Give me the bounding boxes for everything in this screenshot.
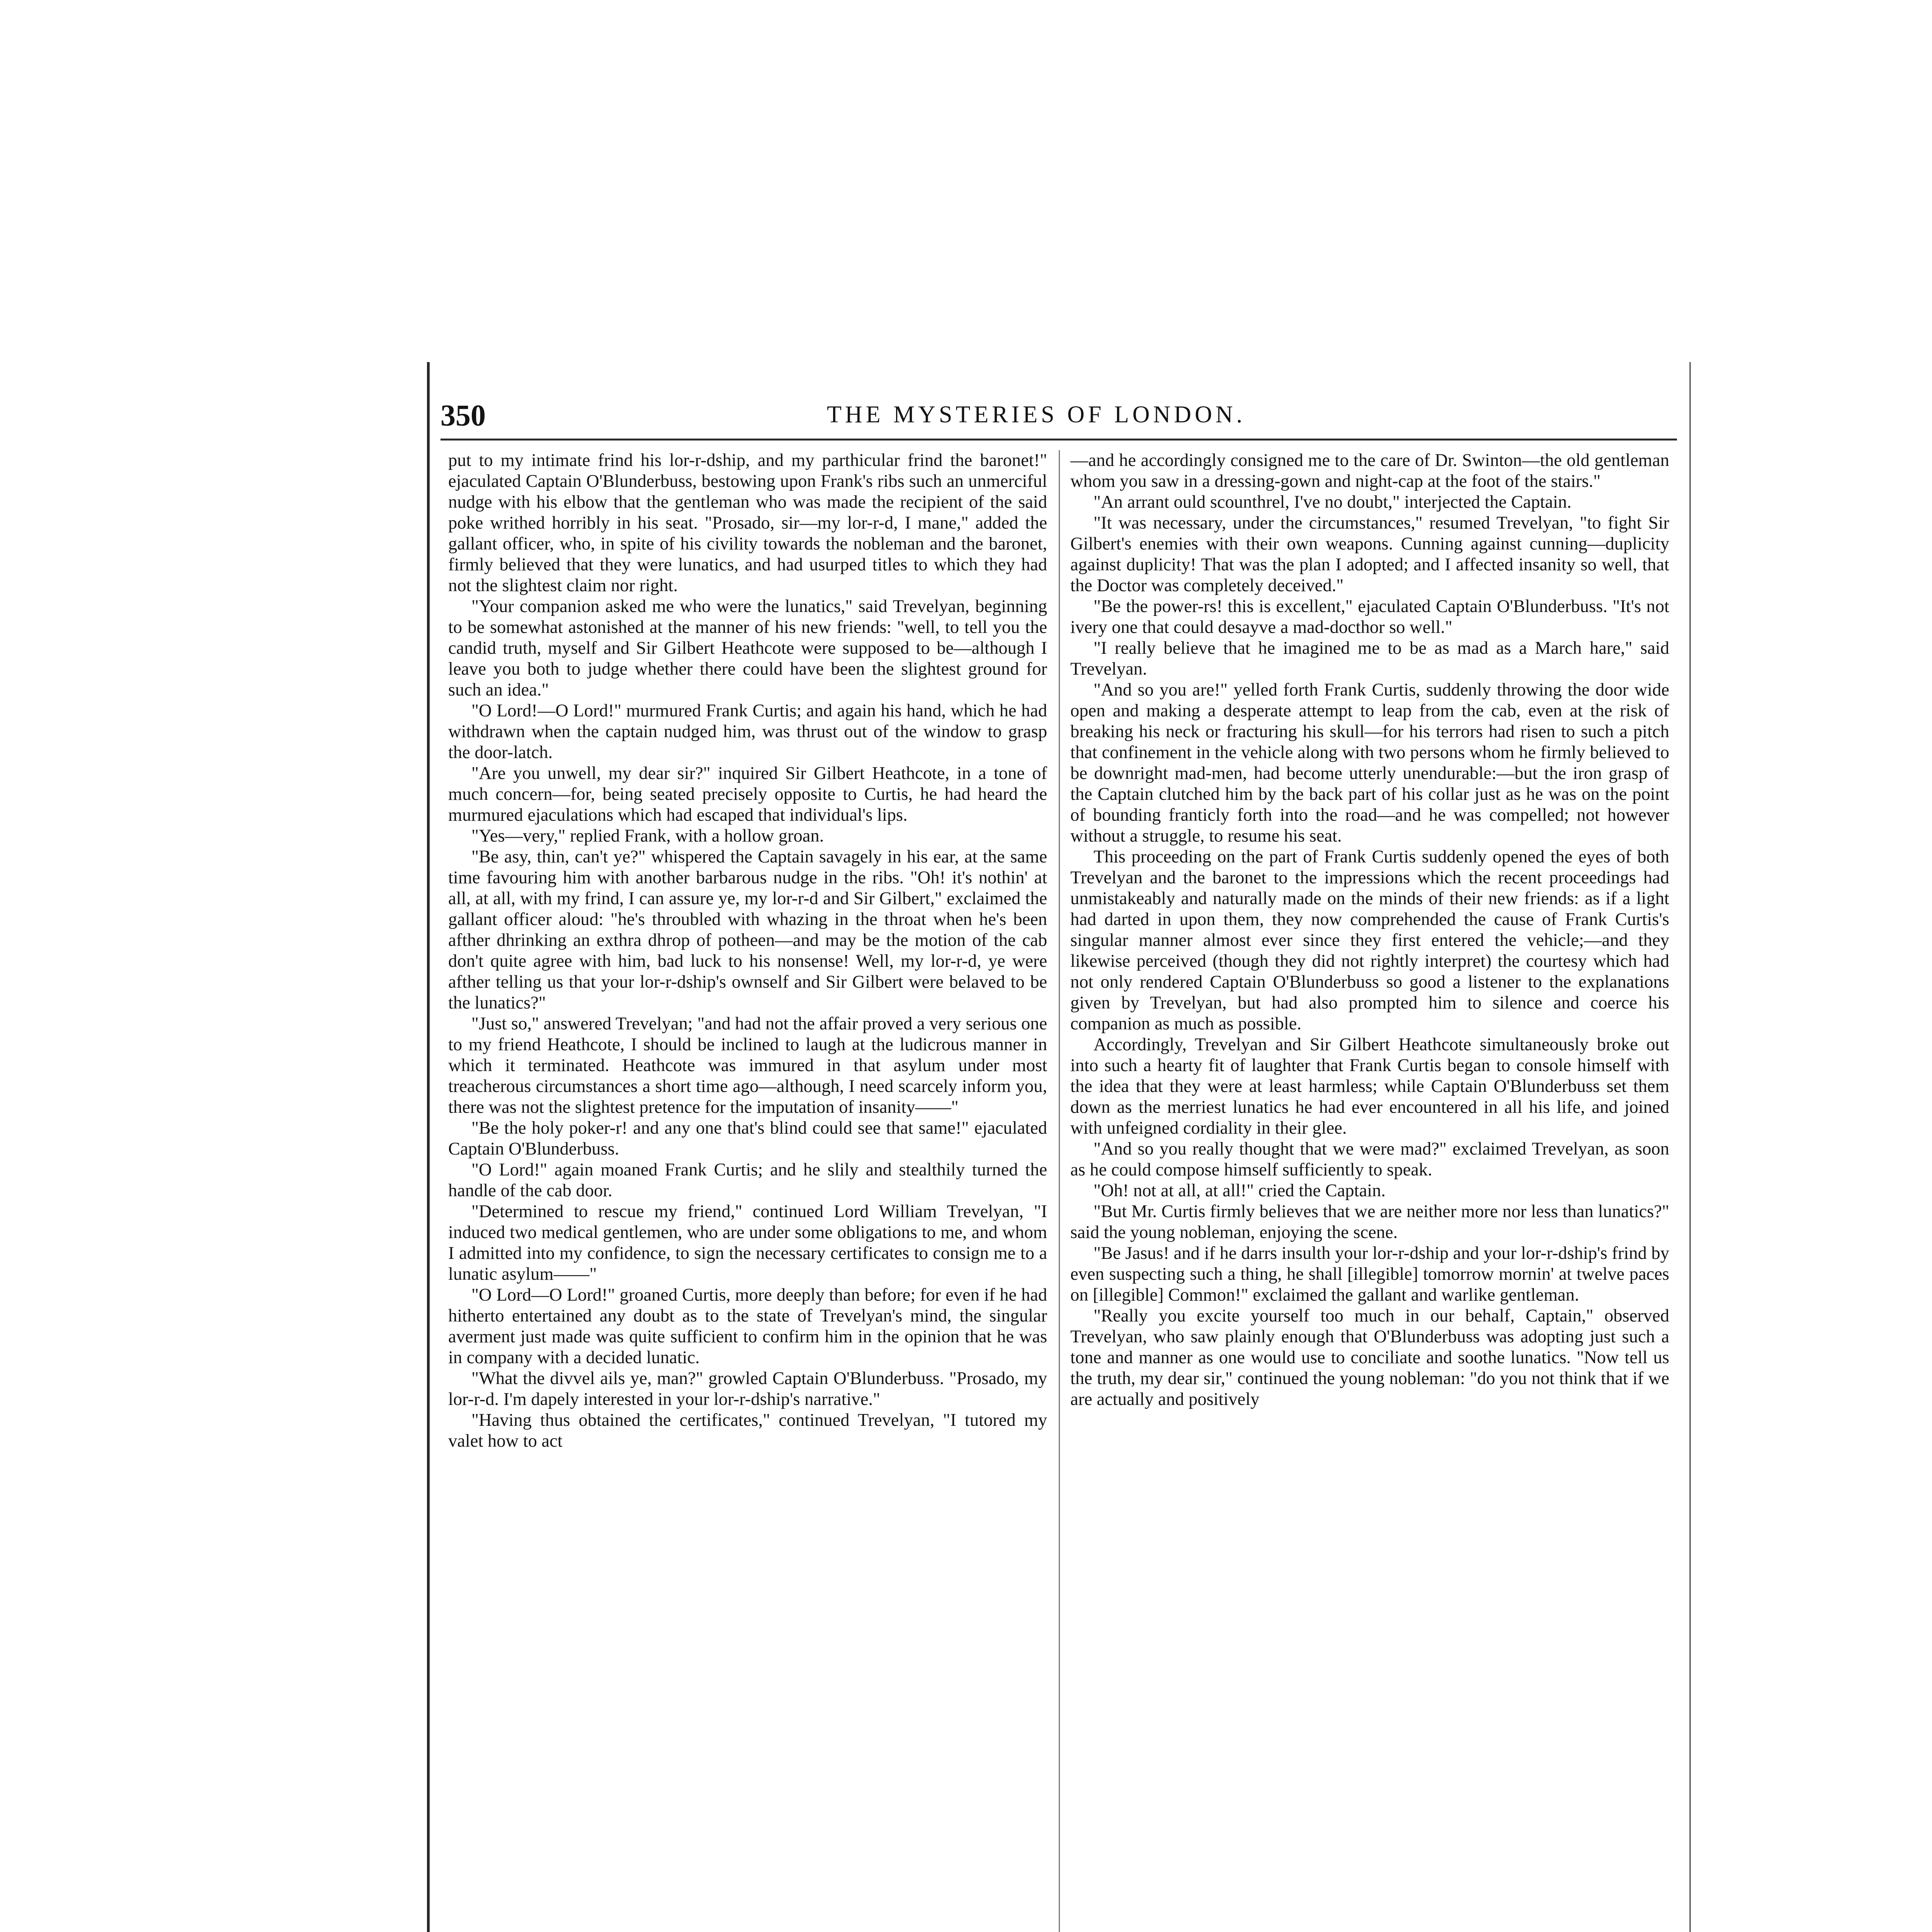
paragraph: "Your companion asked me who were the lunatics," said Trevelyan, beginning to be somewhat astonished at the manner of his new friends: "well, to tell you the candid truth, myself and Sir Gilbert Heathcote were supposed to be—although I leave you both to judge whether there could have been the slightest ground for such an idea.": [448, 597, 1047, 700]
paragraph: "An arrant ould scounthrel, I've no doubt," interjected the Captain.: [1094, 492, 1571, 512]
paragraph: "Be asy, thin, can't ye?" whispered the Captain savagely in his ear, at the same time favouring him with another barbarous nudge in the ribs. "Oh! it's nothin' at all, at all, with my frind, I can assure ye, my lor-r-d and Sir Gilbert," exclaimed the gallant officer aloud: "he's throubled with whazing in the throat when he's been afther dhrinking an exthra dhrop of potheen—and may be the motion of the cab don't quite agree with him, bad luck to his nonsense! Well, my lor-r-d, ye were afther telling us that your lor-r-dship's ownself and Sir Gilbert were belaved to be the lunatics?": [448, 847, 1047, 1013]
column-divider: [1059, 450, 1060, 1932]
paragraph: put to my intimate frind his lor-r-dship, and my parthicular frind the baronet!" ejaculated Captain O'Blunderbuss, bestowing upon Frank's ribs such an unmerciful nudge with his elbow that the gentleman who was made the recipient of the said poke writhed horribly in his seat. "Prosado, sir—my lor-r-d, I mane," added the gallant officer, who, in spite of his civility towards the nobleman and the baronet, firmly believed that they were lunatics, and had usurped titles to which they had not the slightest claim nor right.: [448, 451, 1047, 595]
paragraph: "It was necessary, under the circumstances," resumed Trevelyan, "to fight Sir Gilbert's enemies with their own weapons. Cunning against cunning—duplicity against duplicity! That was the plan I adopted; and I affected insanity so well, that the Doctor was completely deceived.": [1070, 513, 1669, 595]
paragraph: "Yes—very," replied Frank, with a hollow groan.: [471, 826, 824, 846]
paragraph: "I really believe that he imagined me to be as mad as a March hare," said Trevelyan.: [1070, 638, 1669, 679]
paragraph: "Be the power-rs! this is excellent," ejaculated Captain O'Blunderbuss. "It's not ivery one that could desayve a mad-docthor so well.": [1070, 597, 1669, 637]
paragraph: "Determined to rescue my friend," continued Lord William Trevelyan, "I induced two medical gentlemen, who are under some obligations to me, and whom I admitted into my confidence, to sign the necessary certificates to consign me to a lunatic asylum——": [448, 1202, 1047, 1284]
paragraph: "Just so," answered Trevelyan; "and had not the affair proved a very serious one to my friend Heathcote, I should be inclined to laugh at the ludicrous manner in which it terminated. Heathcote was immured in that asylum under most treacherous circumstances a short time ago—although, I need scarcely inform you, there was not the slightest pretence for the imputation of insanity——": [448, 1014, 1047, 1117]
paragraph: —and he accordingly consigned me to the care of Dr. Swinton—the old gentleman whom you saw in a dressing-gown and night-cap at the foot of the stairs.": [1070, 451, 1669, 491]
paragraph: "Be Jasus! and if he darrs insulth your lor-r-dship and your lor-r-dship's frind by even suspecting such a thing, he shall [illegible] tomorrow mornin' at twelve paces on [illegible] Common!" exclaimed the gallant and warlike gentleman.: [1070, 1243, 1669, 1305]
paragraph: "And so you really thought that we were mad?" exclaimed Trevelyan, as soon as he could compose himself sufficiently to speak.: [1070, 1139, 1669, 1180]
paragraph: "And so you are!" yelled forth Frank Curtis, suddenly throwing the door wide open and making a desperate attempt to leap from the cab, even at the risk of breaking his neck or fracturing his skull—for his terrors had risen to such a pitch that confinement in the vehicle along with two persons whom he firmly believed to be downright mad-men, had become utterly unendurable:—but the iron grasp of the Captain clutched him by the back part of his collar just as he was on the point of bounding franticly forth into the road—and he was compelled; not however without a struggle, to resume his seat.: [1070, 680, 1669, 846]
paragraph: "Are you unwell, my dear sir?" inquired Sir Gilbert Heathcote, in a tone of much concern—for, being seated precisely opposite to Curtis, he had heard the murmured ejaculations which had escaped that individual's lips.: [448, 764, 1047, 825]
paragraph: This proceeding on the part of Frank Curtis suddenly opened the eyes of both Trevelyan and the baronet to the impressions which the recent proceedings had unmistakeably and naturally made on the minds of their new friends: as if a light had darted in upon them, they now comprehended the cause of Frank Curtis's singular manner almost ever since they first entered the vehicle;—and they likewise perceived (though they did not rightly interpret) the courtesy which had not only rendered Captain O'Blunderbuss so good a listener to the explanations given by Trevelyan, but had also prompted him to silence and coerce his companion as much as possible.: [1070, 847, 1669, 1034]
running-head: [440, 398, 1677, 437]
text-column-left: [448, 450, 1047, 1932]
paragraph: "O Lord!" again moaned Frank Curtis; and he slily and stealthily turned the handle of the cab door.: [448, 1160, 1047, 1201]
paragraph: "Really you excite yourself too much in our behalf, Captain," observed Trevelyan, who saw plainly enough that O'Blunderbuss was adopting just such a tone and manner as one would use to conciliate and soothe lunatics. "Now tell us the truth, my dear sir," continued the young nobleman: "do you not think that if we are actually and positively: [1070, 1306, 1669, 1409]
paragraph: "O Lord!—O Lord!" murmured Frank Curtis; and again his hand, which he had withdrawn when the captain nudged him, was thrust out of the window to grasp the door-latch.: [448, 701, 1047, 762]
text-column-right: [1070, 450, 1669, 1932]
paragraph: "But Mr. Curtis firmly believes that we are neither more nor less than lunatics?" said the young nobleman, enjoying the scene.: [1070, 1202, 1669, 1242]
head-rule: [440, 439, 1677, 440]
paragraph: Accordingly, Trevelyan and Sir Gilbert Heathcote simultaneously broke out into such a hearty fit of laughter that Frank Curtis began to console himself with the idea that they were at least harmless; while Captain O'Blunderbuss set them down as the merriest lunatics he had ever encountered in all his life, and joined with unfeigned cordiality in their glee.: [1070, 1035, 1669, 1138]
paragraph: "Oh! not at all, at all!" cried the Captain.: [1094, 1181, 1386, 1201]
paragraph: "O Lord—O Lord!" groaned Curtis, more deeply than before; for even if he had hitherto entertained any doubt as to the state of Trevelyan's mind, the singular averment just made was quite sufficient to confirm him in the opinion that he was in company with a decided lunatic.: [448, 1285, 1047, 1367]
journal-title: THE MYSTERIES OF LONDON.: [827, 401, 1246, 428]
paragraph: "What the divvel ails ye, man?" growled Captain O'Blunderbuss. "Prosado, my lor-r-d. I'm dapely interested in your lor-r-dship's narrative.": [448, 1369, 1047, 1409]
paragraph: "Be the holy poker-r! and any one that's blind could see that same!" ejaculated Captain O'Blunderbuss.: [448, 1118, 1047, 1159]
paragraph: "Having thus obtained the certificates," continued Trevelyan, "I tutored my valet how to act: [448, 1410, 1047, 1451]
page-number: 350: [440, 398, 486, 432]
